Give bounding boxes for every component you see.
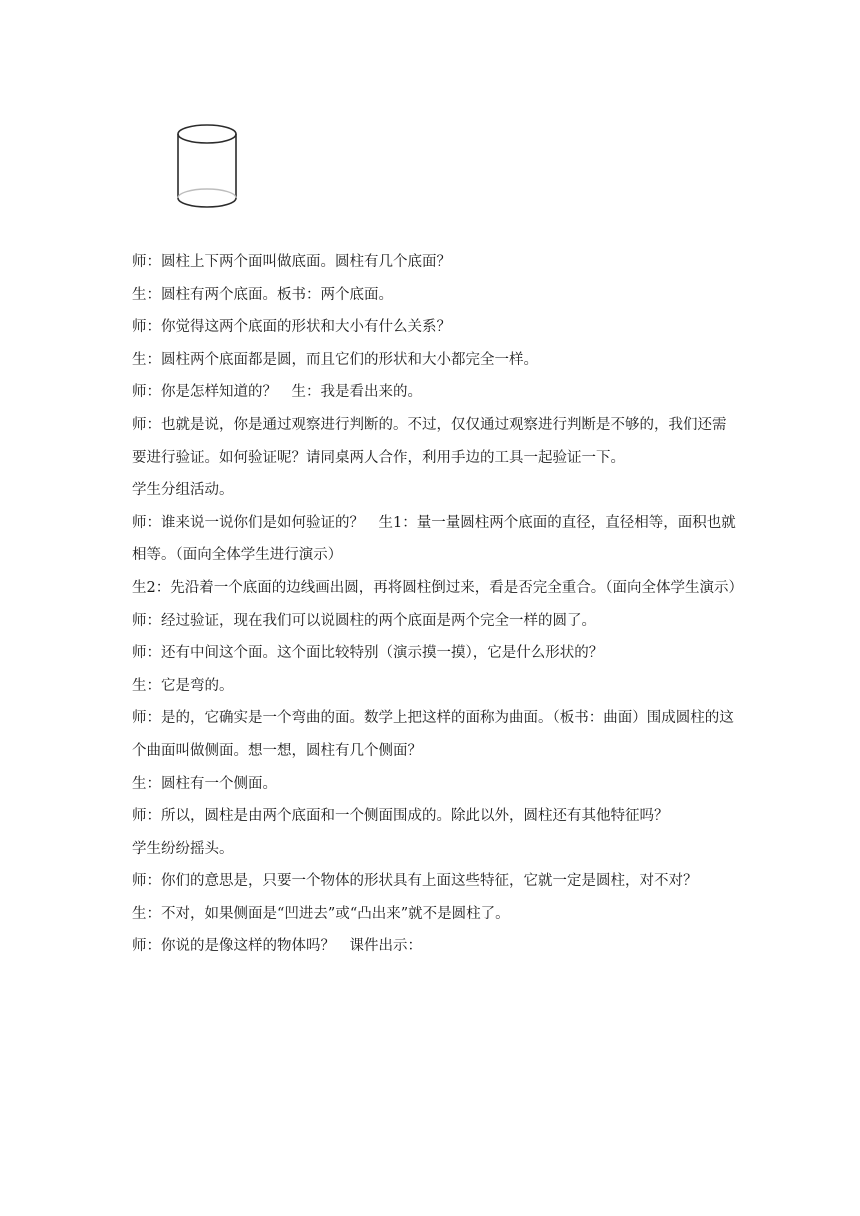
paragraph: 师：你说的是像这样的物体吗？ 课件出示： [132,938,422,955]
paragraph: 生：不对，如果侧面是“凹进去”或“凸出来”就不是圆柱了。 [132,905,510,922]
paragraph: 师：经过验证，现在我们可以说圆柱的两个底面是两个完全一样的圆了。 [132,612,596,629]
cylinder-icon [170,118,246,214]
lesson-dialogue [132,246,743,963]
paragraph: 师：也就是说，你是通过观察进行判断的。不过，仅仅通过观察进行判断是不够的，我们还需要进行验证。如何验证呢？请同桌两人合作，利用手边的工具一起验证一下。 [132,416,727,466]
paragraph: 师：圆柱上下两个面叫做底面。圆柱有几个底面？ [132,254,451,270]
paragraph: 生：圆柱有两个底面。板书：两个底面。 [132,286,393,303]
paragraph: 学生纷纷摇头。 [132,840,234,857]
paragraph: 生：圆柱两个底面都是圆，而且它们的形状和大小都完全一样。 [132,351,538,368]
paragraph: 师：你觉得这两个底面的形状和大小有什么关系？ [132,319,451,336]
paragraph: 师：还有中间这个面。这个面比较特别（演示摸一摸），它是什么形状的？ [132,645,604,662]
paragraph: 生：它是弯的。 [132,677,234,694]
paragraph: 生：圆柱有一个侧面。 [132,775,277,792]
paragraph: 师：你是怎样知道的？ 生：我是看出来的。 [132,384,422,401]
paragraph: 师：你们的意思是，只要一个物体的形状具有上面这些特征，它就一定是圆柱，对不对？ [132,873,698,890]
paragraph: 学生分组活动。 [132,482,234,499]
paragraph: 师：谁来说一说你们是如何验证的？ 生1：量一量圆柱两个底面的直径，直径相等，面积也就相等。（面向全体学生进行演示） [132,514,736,564]
paragraph: 师：是的，它确实是一个弯曲的面。数学上把这样的面称为曲面。（板书：曲面）围成圆柱的这个曲面叫做侧面。想一想，圆柱有几个侧面？ [132,710,734,759]
paragraph: 师：所以，圆柱是由两个底面和一个侧面围成的。除此以外，圆柱还有其他特征吗？ [132,808,669,825]
paragraph: 生2：先沿着一个底面的边线画出圆，再将圆柱倒过来，看是否完全重合。（面向全体学生演示） [132,579,743,596]
cylinder-figure [170,118,246,214]
